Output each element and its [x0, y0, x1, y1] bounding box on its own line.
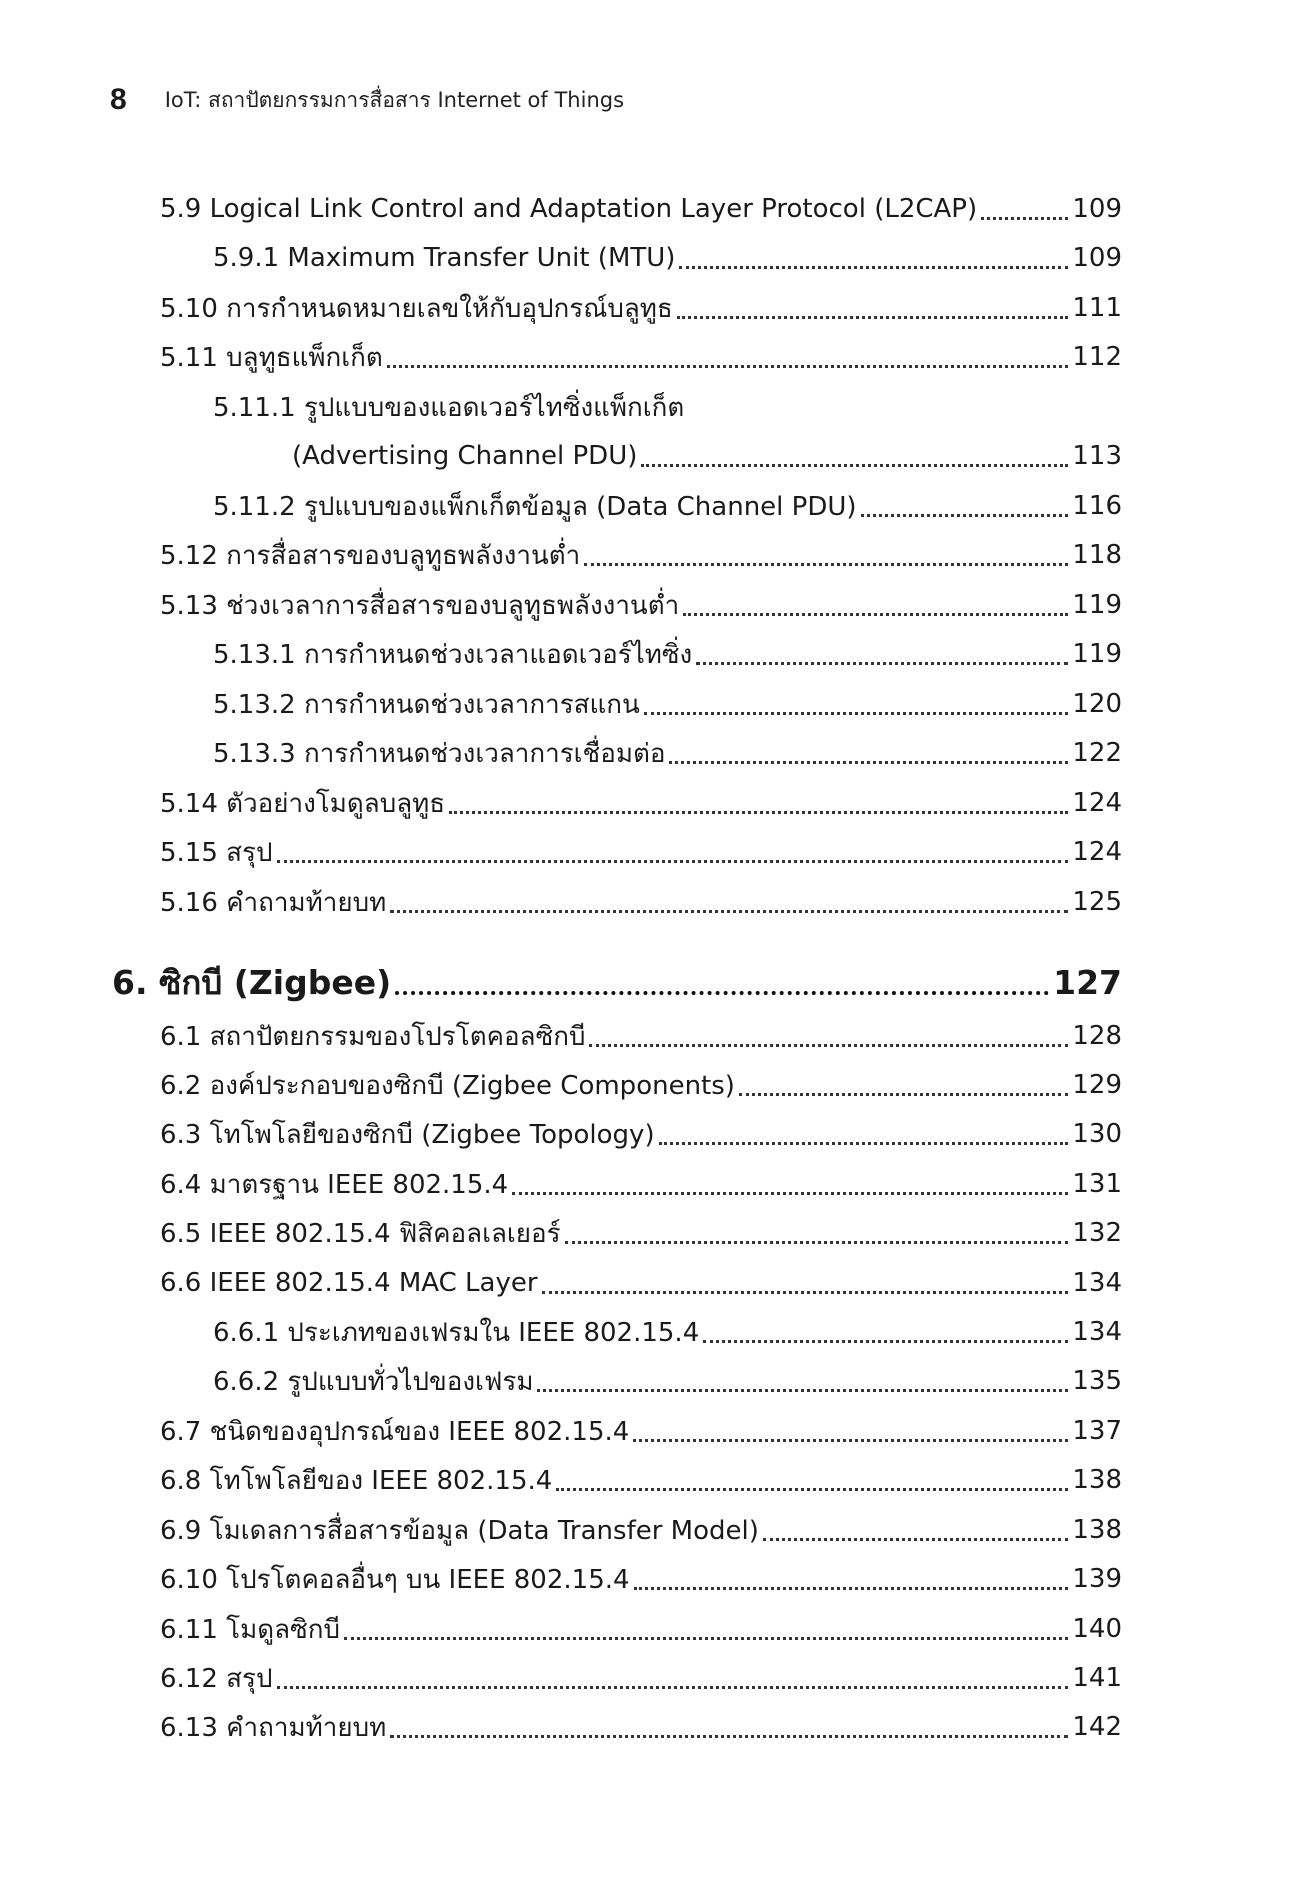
toc-entry — [213, 382, 1122, 432]
toc-leader-dots — [277, 834, 1069, 863]
toc-entry-page: 122 — [1072, 738, 1122, 768]
toc-leader-dots — [981, 191, 1068, 220]
toc-entry — [213, 1307, 1122, 1357]
toc-entry-page: 116 — [1072, 491, 1122, 521]
toc-entry-title: 6. ซิกบี (Zigbee) — [112, 962, 392, 1002]
toc-entry — [160, 1258, 1122, 1308]
toc-entry-page: 124 — [1072, 788, 1122, 818]
toc-entry — [160, 1406, 1122, 1456]
toc-entry — [160, 877, 1122, 927]
toc-entry-title: 5.16 คำถามท้ายบท — [160, 887, 387, 918]
toc-leader-dots — [344, 1611, 1068, 1640]
toc-entry-title: 5.13.1 การกำหนดช่วงเวลาแอดเวอร์ไทซิ่ง — [213, 639, 693, 670]
toc-entry-page: 139 — [1072, 1564, 1122, 1594]
page-header — [110, 78, 624, 122]
toc-entry-title: 5.13.3 การกำหนดช่วงเวลาการเชื่อมต่อ — [213, 738, 666, 769]
toc-entry-page: 120 — [1072, 689, 1122, 719]
toc-entry-page: 130 — [1072, 1119, 1122, 1149]
toc-entry-page: 113 — [1072, 441, 1122, 471]
toc-entry — [160, 530, 1122, 580]
toc-leader-dots — [395, 958, 1049, 995]
toc-entry-title: 6.6.2 รูปแบบทั่วไปของเฟรม — [213, 1366, 534, 1397]
toc-leader-dots — [683, 587, 1068, 616]
toc-entry-title: 6.10 โปรโตคอลอื่นๆ บน IEEE 802.15.4 — [160, 1564, 630, 1595]
toc-leader-dots — [696, 636, 1068, 665]
toc-entry-title: 6.12 สรุป — [160, 1663, 273, 1694]
toc-entry-title: 5.13.2 การกำหนดช่วงเวลาการสแกน — [213, 689, 640, 720]
toc-entry — [160, 1109, 1122, 1159]
toc-entry-page: 109 — [1072, 243, 1122, 273]
toc-entry-page: 124 — [1072, 837, 1122, 867]
toc-entry-page: 140 — [1072, 1614, 1122, 1644]
toc-entry-page: 119 — [1072, 639, 1122, 669]
toc-entry — [160, 1604, 1122, 1654]
page-number: 8 — [110, 83, 127, 116]
toc-entry-title: 6.9 โมเดลการสื่อสารข้อมูล (Data Transfer Model) — [160, 1515, 759, 1546]
toc-entry-page: 134 — [1072, 1317, 1122, 1347]
toc-entry-title: 6.2 องค์ประกอบของซิกบี (Zigbee Components) — [160, 1070, 735, 1101]
toc-entry-page: 131 — [1072, 1169, 1122, 1199]
toc-entry-title: 6.6 IEEE 802.15.4 MAC Layer — [160, 1268, 538, 1298]
toc-leader-dots — [644, 686, 1069, 715]
toc-leader-dots — [679, 240, 1068, 269]
toc-entry-title: 6.1 สถาปัตยกรรมของโปรโตคอลซิกบี — [160, 1021, 586, 1052]
toc-entry-page: 138 — [1072, 1465, 1122, 1495]
toc-entry — [213, 481, 1122, 531]
toc-leader-dots — [589, 1018, 1068, 1047]
toc-entry — [160, 1554, 1122, 1604]
toc-entry-page: 142 — [1072, 1712, 1122, 1742]
toc-entry — [213, 233, 1122, 283]
toc-entry — [160, 1455, 1122, 1505]
toc-entry-title: 6.11 โมดูลซิกบี — [160, 1614, 340, 1645]
toc-entry — [213, 728, 1122, 778]
toc-entry-title: 5.13 ช่วงเวลาการสื่อสารของบลูทูธพลังงานต่ำ — [160, 590, 680, 621]
toc-entry-page: 138 — [1072, 1515, 1122, 1545]
toc-entry-title: 5.12 การสื่อสารของบลูทูธพลังงานต่ำ — [160, 540, 581, 571]
toc-entry-page: 128 — [1072, 1021, 1122, 1051]
toc-leader-dots — [669, 735, 1068, 764]
toc-entry-page: 134 — [1072, 1268, 1122, 1298]
toc-entry — [213, 1356, 1122, 1406]
toc-entry — [160, 778, 1122, 828]
toc-entry-page: 141 — [1072, 1663, 1122, 1693]
toc-entry — [160, 1702, 1122, 1752]
toc-entry-page: 127 — [1053, 962, 1122, 1002]
toc-leader-dots — [659, 1116, 1069, 1145]
toc-leader-dots — [542, 1265, 1069, 1294]
toc-leader-dots — [390, 884, 1068, 913]
toc-entry — [160, 1060, 1122, 1110]
toc-entry-title: 6.13 คำถามท้ายบท — [160, 1712, 387, 1743]
toc-entry-page: 125 — [1072, 887, 1122, 917]
toc-entry-page: 132 — [1072, 1218, 1122, 1248]
toc-entry-title: 6.4 มาตรฐาน IEEE 802.15.4 — [160, 1169, 509, 1200]
toc-entry-title: 5.14 ตัวอย่างโมดูลบลูทูธ — [160, 788, 446, 819]
toc-leader-dots — [703, 1314, 1068, 1343]
toc-entry-title: 6.7 ชนิดของอุปกรณ์ของ IEEE 802.15.4 — [160, 1416, 630, 1447]
toc-entry-page: 118 — [1072, 540, 1122, 570]
toc-entry — [160, 332, 1122, 382]
toc-entry-page: 112 — [1072, 342, 1122, 372]
toc-leader-dots — [537, 1363, 1068, 1392]
toc-entry — [160, 1653, 1122, 1703]
toc-entry — [160, 1505, 1122, 1555]
toc-leader-dots — [739, 1067, 1068, 1096]
toc-leader-dots — [763, 1512, 1068, 1541]
toc-entry-title: 5.10 การกำหนดหมายเลขให้กับอุปกรณ์บลูทูธ — [160, 293, 673, 324]
toc-leader-dots — [387, 339, 1069, 368]
toc-leader-dots — [556, 1462, 1068, 1491]
toc-entry-page: 137 — [1072, 1416, 1122, 1446]
toc-entry — [160, 580, 1122, 630]
toc-entry-page: 109 — [1072, 194, 1122, 224]
toc-entry-title: 5.9 Logical Link Control and Adaptation Layer Protocol (L2CAP) — [160, 194, 978, 224]
toc-entry-page: 119 — [1072, 590, 1122, 620]
toc-leader-dots — [634, 1561, 1069, 1590]
toc-entry-title: 5.11.1 รูปแบบของแอดเวอร์ไทซิ่งแพ็กเก็ต — [213, 392, 685, 423]
toc-leader-dots — [390, 1709, 1068, 1738]
toc-chapter-entry — [112, 952, 1122, 1012]
toc-entry-page: 111 — [1072, 293, 1122, 323]
toc-entry — [160, 1159, 1122, 1209]
toc-leader-dots — [277, 1660, 1069, 1689]
toc-entry — [160, 1011, 1122, 1061]
running-title: IoT: สถาปัตยกรรมการสื่อสาร Internet of Things — [164, 87, 625, 112]
toc-entry-title: 5.15 สรุป — [160, 837, 273, 868]
toc-entry-page: 129 — [1072, 1070, 1122, 1100]
toc-leader-dots — [677, 290, 1069, 319]
toc-leader-dots — [633, 1413, 1068, 1442]
toc-entry-title: (Advertising Channel PDU) — [292, 441, 638, 471]
toc-entry-page: 135 — [1072, 1366, 1122, 1396]
toc-entry — [160, 827, 1122, 877]
toc-entry-title: 5.11.2 รูปแบบของแพ็กเก็ตข้อมูล (Data Channel PDU) — [213, 491, 857, 522]
toc-leader-dots — [512, 1166, 1068, 1195]
toc-entry-title: 5.9.1 Maximum Transfer Unit (MTU) — [213, 243, 676, 273]
toc-entry — [292, 431, 1122, 481]
toc-leader-dots — [565, 1215, 1069, 1244]
toc-entry — [160, 184, 1122, 234]
toc-entry — [213, 629, 1122, 679]
toc-entry — [160, 1208, 1122, 1258]
toc-entry-title: 5.11 บลูทูธแพ็กเก็ต — [160, 342, 383, 373]
toc-leader-dots — [584, 537, 1068, 566]
toc-entry-title: 6.8 โทโพโลยีของ IEEE 802.15.4 — [160, 1465, 553, 1496]
toc-entry-title: 6.5 IEEE 802.15.4 ฟิสิคอลเลเยอร์ — [160, 1218, 561, 1249]
toc-entry-title: 6.6.1 ประเภทของเฟรมใน IEEE 802.15.4 — [213, 1317, 700, 1348]
toc-entry-title: 6.3 โทโพโลยีของซิกบี (Zigbee Topology) — [160, 1119, 655, 1150]
toc-leader-dots — [641, 438, 1068, 467]
toc-entry — [213, 679, 1122, 729]
toc-leader-dots — [449, 785, 1068, 814]
toc-leader-dots — [861, 488, 1069, 517]
toc-entry — [160, 283, 1122, 333]
